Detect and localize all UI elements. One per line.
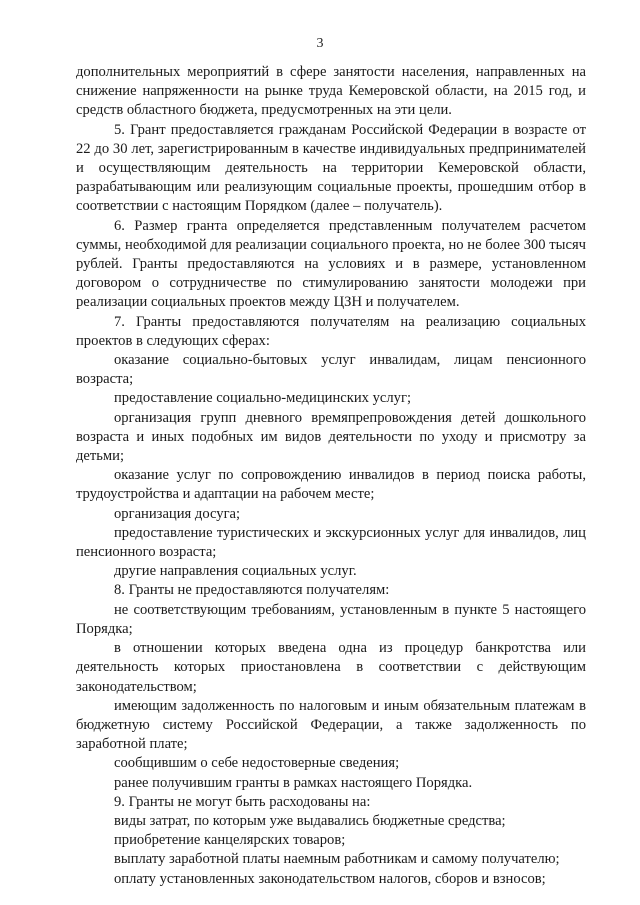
page-number: 3	[316, 36, 324, 51]
paragraph: виды затрат, по которым уже выдавались бюджетные средства;	[114, 812, 506, 829]
paragraph: 7. Гранты предоставляются получателям на реализацию социальных проектов в следующих сферах:	[76, 313, 586, 349]
paragraph: организация досуга;	[114, 505, 241, 522]
paragraph: в отношении которых введена одна из процедур банкротства или деятельность которых приостановлена в соответствии с действующим законодательством;	[76, 640, 586, 695]
paragraph: приобретение канцелярских товаров;	[114, 832, 346, 849]
paragraph: дополнительных мероприятий в сфере занятости населения, направленных на снижение напряженности на рынке труда Кемеровской области, на 2015 год, и средств областного бюджета, предусмотренных на эти цели.	[76, 64, 586, 119]
paragraph: организация групп дневного времяпрепровождения детей дошкольного возраста и иных подобных им видов деятельности по уходу и присмотру за детьми;	[76, 409, 586, 465]
paragraph: 9. Гранты не могут быть расходованы на:	[114, 793, 371, 810]
paragraph: 6. Размер гранта определяется представленным получателем расчетом суммы, необходимой для реализации социального проекта, но не более 300 тысяч рублей. Гранты предоставляются на условиях и в размере, установленном договором о сотрудничестве по стимулированию занятости молодежи при реализации социальных проектов между ЦЗН и получателем.	[76, 217, 586, 311]
paragraph: не соответствующим требованиям, установленным в пункте 5 настоящего Порядка;	[76, 601, 586, 637]
paragraph: имеющим задолженность по налоговым и иным обязательным платежам в бюджетную систему Российской Федерации, а также задолженность по заработной плате;	[76, 697, 586, 753]
paragraph: 8. Гранты не предоставляются получателям:	[114, 582, 390, 599]
document-body	[76, 63, 586, 889]
paragraph: другие направления социальных услуг.	[114, 563, 357, 580]
paragraph: выплату заработной платы наемным работникам и самому получателю;	[114, 851, 560, 868]
paragraph: предоставление туристических и экскурсионных услуг для инвалидов, лиц пенсионного возраста;	[76, 524, 586, 561]
paragraph: оплату установленных законодательством налогов, сборов и взносов;	[114, 870, 546, 887]
paragraph: предоставление социально-медицинских услуг;	[114, 390, 411, 407]
paragraph: оказание социально-бытовых услуг инвалидам, лицам пенсионного возраста;	[76, 352, 586, 388]
paragraph: сообщившим о себе недостоверные сведения;	[114, 755, 400, 772]
paragraph: ранее получившим гранты в рамках настоящего Порядка.	[114, 774, 473, 791]
paragraph: оказание услуг по сопровождению инвалидов в период поиска работы, трудоустройства и адаптации на рабочем месте;	[76, 467, 586, 503]
paragraph: 5. Грант предоставляется гражданам Российской Федерации в возрасте от 22 до 30 лет, зарегистрированным в качестве индивидуальных предпринимателей и осуществляющим деятельность на территории Кемеровской области, разрабатывающим или реализующим социальные проекты, прошедшим отбор в соответствии с настоящим Порядком (далее – получатель).	[76, 121, 586, 215]
